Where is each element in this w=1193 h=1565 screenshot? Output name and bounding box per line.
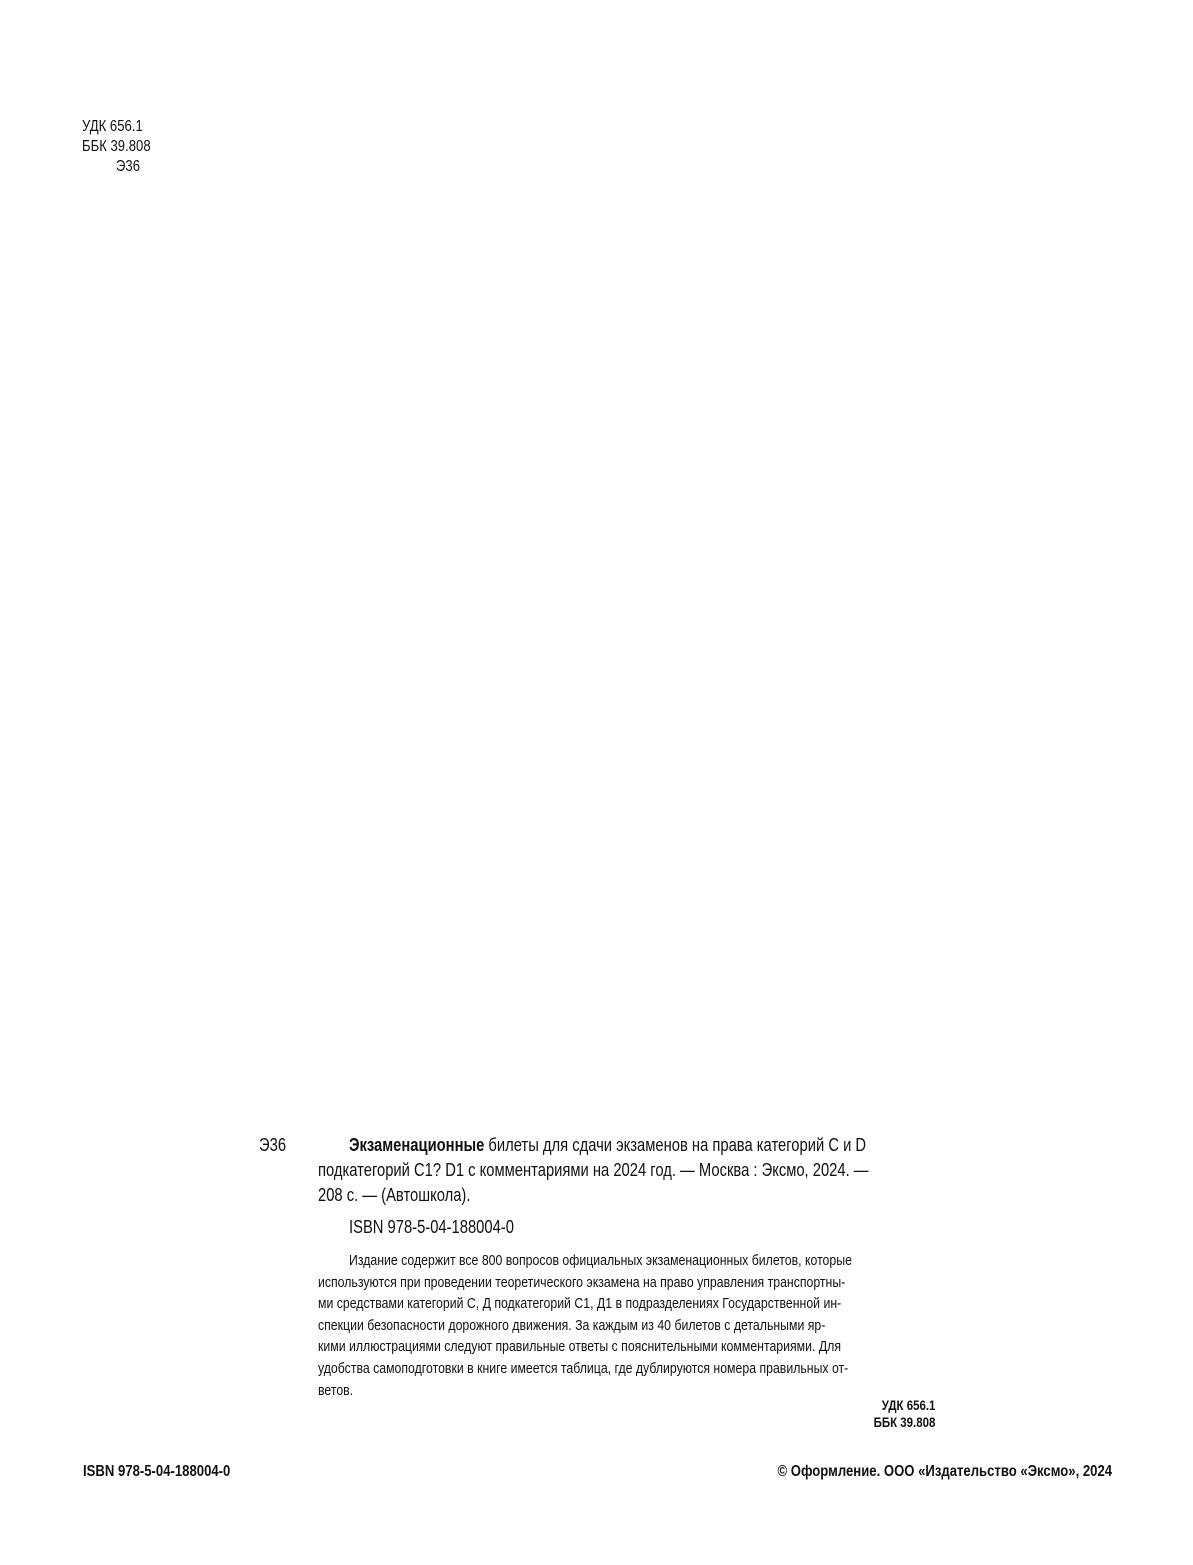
card-isbn: ISBN 978-5-04-188004-0 [349,1217,514,1237]
udk-index-bottom: УДК 656.1 [881,1397,935,1413]
book-title: Экзаменационные [349,1135,485,1155]
annotation-line: ми средствами категорий С, Д подкатегорий С1, Д1 в подразделениях Государственной ин- [318,1295,842,1313]
annotation-line: используются при проведении теоретического экзамена на право управления транспортны- [318,1273,846,1291]
bbk-index: ББК 39.808 [82,138,151,155]
bbk-index-bottom: ББК 39.808 [873,1414,935,1430]
annotation-line: ветов. [318,1381,354,1399]
title-rest: билеты для сдачи экзаменов на права категорий С и D [484,1135,867,1155]
card-author-sign: Э36 [259,1135,287,1155]
description-line-1 [318,1133,1078,1158]
annotation [318,1250,965,1401]
classification-block [82,117,166,177]
annotation-line: спекции безопасности дорожного движения. За каждым из 40 билетов с детальными яр- [318,1316,826,1334]
footer-isbn: ISBN 978-5-04-188004-0 [83,1463,231,1480]
description-line-2: подкатегорий С1? D1 с комментариями на 2024 год. — Москва : Эксмо, 2024. — [318,1160,869,1180]
author-sign: Э36 [116,158,141,175]
udk-index: УДК 656.1 [82,118,143,135]
description-line-3: 208 с. — (Автошкола). [318,1185,471,1205]
annotation-line: кими иллюстрациями следуют правильные ответы с пояснительными комментариями. Для [318,1338,841,1356]
copyright-notice: © Оформление. ООО «Издательство «Эксмо», 2024 [777,1463,1112,1480]
bibliographic-description [318,1133,1078,1208]
annotation-line: Издание содержит все 800 вопросов официальных экзаменационных билетов, которые [349,1252,852,1269]
annotation-line: удобства самоподготовки в книге имеется таблица, где дублируются номера правильных от- [318,1359,849,1377]
classification-bottom [860,1397,935,1431]
